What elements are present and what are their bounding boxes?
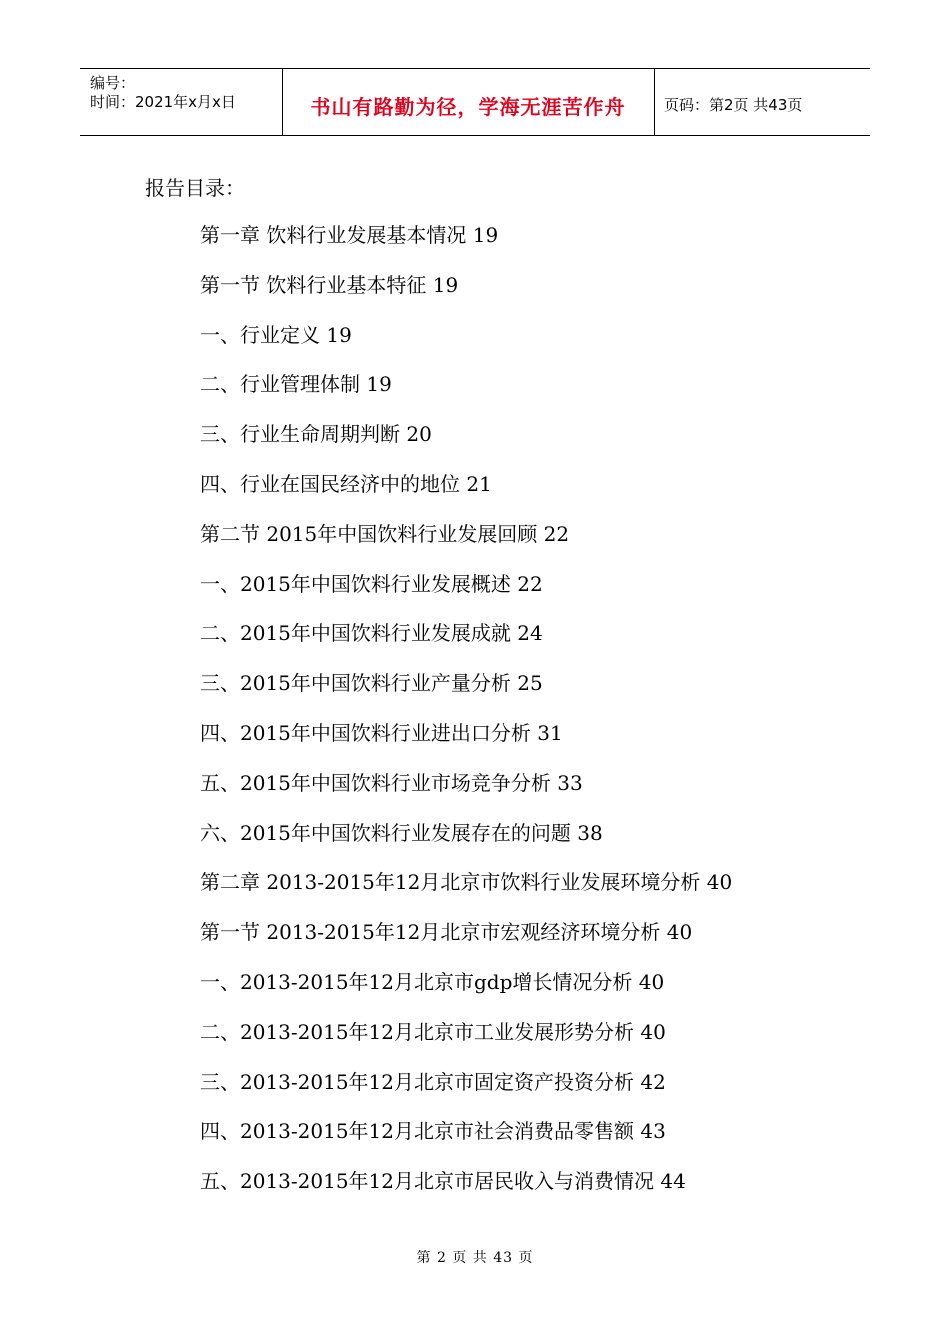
- header-left-cell: [80, 69, 283, 135]
- toc-title: 报告目录：: [145, 176, 245, 200]
- toc-item: 第二章 2013-2015年12月北京市饮料行业发展环境分析 40: [200, 870, 733, 895]
- page-info: 页码：第2页 共43页: [664, 96, 803, 114]
- table-of-contents: [200, 219, 732, 1215]
- toc-item: 五、2015年中国饮料行业市场竞争分析 33: [200, 770, 583, 795]
- toc-item: 第一节 饮料行业基本特征 19: [200, 272, 459, 297]
- toc-item: 四、2013-2015年12月北京市社会消费品零售额 43: [200, 1119, 666, 1144]
- toc-item: 三、2015年中国饮料行业产量分析 25: [200, 671, 543, 696]
- serial-label: 编号：: [90, 74, 136, 92]
- toc-item: 二、行业管理体制 19: [200, 372, 392, 397]
- toc-item: 一、2013-2015年12月北京市gdp增长情况分析 40: [200, 969, 665, 994]
- toc-item: 三、行业生命周期判断 20: [200, 422, 432, 447]
- toc-item: 四、2015年中国饮料行业进出口分析 31: [200, 720, 563, 745]
- toc-item: 五、2013-2015年12月北京市居民收入与消费情况 44: [200, 1169, 686, 1194]
- toc-item: 第一节 2013-2015年12月北京市宏观经济环境分析 40: [200, 920, 693, 945]
- page-footer: 第 2 页 共 43 页: [416, 1250, 534, 1266]
- toc-item: 第二节 2015年中国饮料行业发展回顾 22: [200, 521, 570, 546]
- toc-item: 第一章 饮料行业发展基本情况 19: [200, 223, 499, 247]
- header-motto: 书山有路勤为径，学海无涯苦作舟: [310, 95, 626, 119]
- date-label: 时间：2021年x月x日: [90, 93, 236, 111]
- header-middle-cell: [282, 69, 655, 135]
- toc-item: 六、2015年中国饮料行业发展存在的问题 38: [200, 820, 603, 845]
- toc-item: 二、2015年中国饮料行业发展成就 24: [200, 621, 543, 646]
- toc-item: 一、2015年中国饮料行业发展概述 22: [200, 571, 543, 596]
- toc-item: 三、2013-2015年12月北京市固定资产投资分析 42: [200, 1069, 666, 1094]
- toc-item: 四、行业在国民经济中的地位 21: [200, 471, 492, 496]
- toc-item: 二、2013-2015年12月北京市工业发展形势分析 40: [200, 1019, 666, 1044]
- header-right-cell: [654, 69, 870, 135]
- page-header: [80, 68, 870, 136]
- toc-item: 一、行业定义 19: [200, 322, 352, 347]
